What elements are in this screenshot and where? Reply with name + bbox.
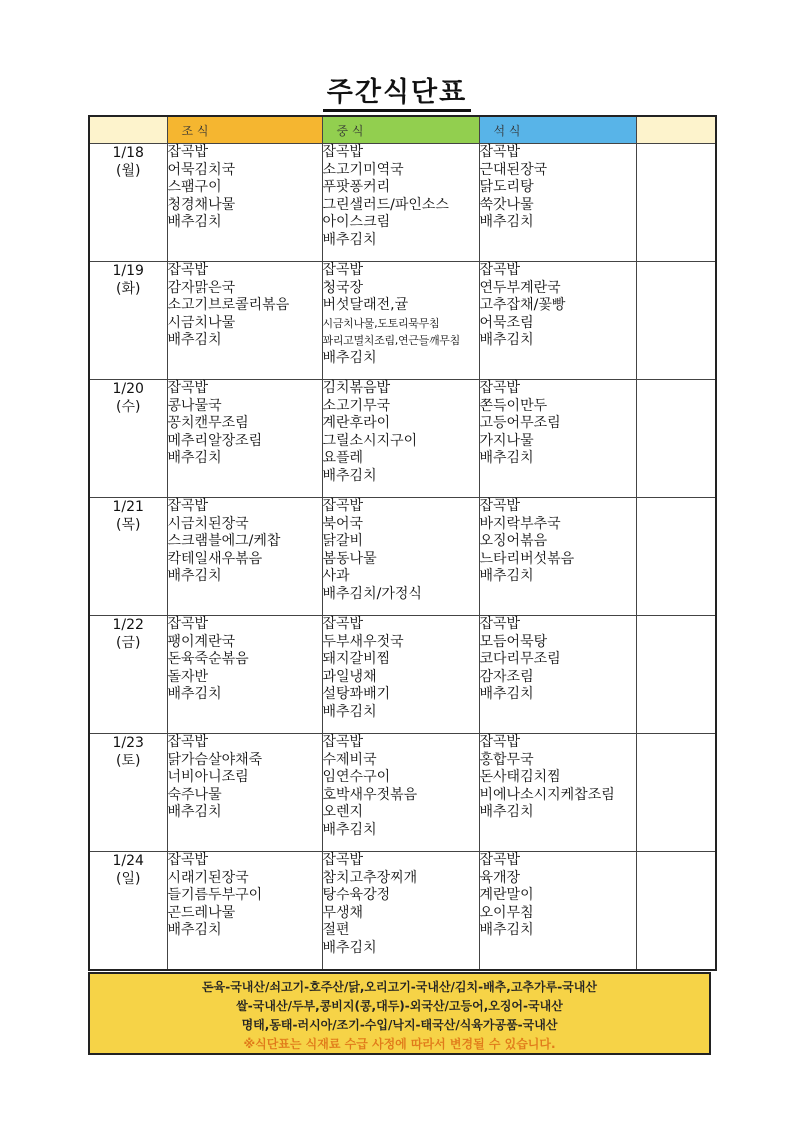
breakfast-cell	[167, 734, 322, 852]
lunch-cell	[322, 262, 479, 380]
change-notice: ※식단표는 식재료 수급 사정에 따라서 변경될 수 있습니다.	[243, 1037, 556, 1051]
dinner-item: 느타리버섯볶음	[479, 550, 575, 567]
origin-line-1: 돈육-국내산/쇠고기-호주산/닭,오리고기-국내산/김치-배추,고추가루-국내산	[202, 980, 597, 994]
dinner-item: 잡곡밥	[479, 852, 521, 868]
title-text: 주간식단표	[323, 77, 471, 112]
lunch-item: 호박새우젓볶음	[322, 786, 418, 803]
breakfast-item: 배추김치	[167, 568, 222, 584]
breakfast-item: 배추김치	[167, 450, 222, 466]
lunch-item: 꽈리고멸치조림,연근들깨무침	[322, 334, 460, 347]
extra-cell	[636, 852, 716, 971]
breakfast-cell	[167, 144, 322, 262]
extra-cell	[636, 616, 716, 734]
dinner-item: 가지나물	[479, 432, 534, 449]
lunch-item: 배추김치	[322, 231, 377, 248]
date-label: 1/24	[112, 853, 144, 869]
weekday-label: (목)	[116, 517, 141, 533]
dinner-item: 돈사태김치찜	[479, 769, 561, 785]
dinner-item: 감자조림	[479, 668, 534, 685]
breakfast-item: 칵테일새우볶음	[167, 550, 263, 567]
date-cell	[89, 262, 167, 380]
header-dinner: 석 식	[479, 116, 636, 144]
date-label: 1/23	[112, 735, 144, 751]
dinner-item: 바지락부추국	[479, 515, 561, 532]
lunch-cell	[322, 144, 479, 262]
header-date	[89, 116, 167, 144]
date-label: 1/18	[112, 145, 144, 161]
lunch-cell	[322, 380, 479, 498]
breakfast-item: 너비아니조림	[167, 769, 249, 785]
lunch-item: 그린샐러드/파인소스	[322, 196, 449, 213]
dinner-item: 잡곡밥	[479, 144, 521, 160]
header-lunch: 중 식	[322, 116, 479, 144]
breakfast-item: 시금치된장국	[167, 515, 249, 532]
breakfast-item: 소고기브로콜리볶음	[167, 297, 290, 313]
lunch-item: 요플레	[322, 450, 364, 466]
lunch-item: 배추김치	[322, 939, 377, 956]
breakfast-cell	[167, 380, 322, 498]
extra-cell	[636, 498, 716, 616]
breakfast-item: 잡곡밥	[167, 380, 209, 396]
breakfast-item: 잡곡밥	[167, 498, 209, 514]
lunch-cell	[322, 498, 479, 616]
lunch-item: 잡곡밥	[322, 734, 364, 750]
day-row	[89, 734, 716, 852]
breakfast-item: 들기름두부구이	[167, 887, 263, 903]
menu-body	[89, 144, 716, 971]
breakfast-item: 시래기된장국	[167, 869, 249, 886]
breakfast-cell	[167, 498, 322, 616]
dinner-cell	[479, 380, 636, 498]
lunch-item: 배추김치	[322, 467, 377, 484]
lunch-item: 북어국	[322, 515, 364, 532]
lunch-item: 아이스크림	[322, 214, 391, 230]
lunch-item: 잡곡밥	[322, 262, 364, 278]
date-cell	[89, 616, 167, 734]
lunch-item: 탕수육강정	[322, 887, 391, 903]
date-cell	[89, 734, 167, 852]
breakfast-item: 돈육죽순볶음	[167, 651, 249, 667]
dinner-item: 계란말이	[479, 887, 534, 903]
breakfast-item: 스팸구이	[167, 179, 222, 195]
dinner-item: 모듬어묵탕	[479, 633, 548, 650]
lunch-item: 사과	[322, 568, 350, 584]
lunch-item: 봄동나물	[322, 550, 377, 567]
breakfast-item: 잡곡밥	[167, 144, 209, 160]
lunch-item: 잡곡밥	[322, 852, 364, 868]
dinner-item: 쫀득이만두	[479, 397, 548, 414]
date-cell	[89, 498, 167, 616]
weekly-menu-table	[88, 115, 717, 971]
dinner-item: 잡곡밥	[479, 380, 521, 396]
dinner-item: 고등어무조림	[479, 415, 561, 431]
breakfast-item: 잡곡밥	[167, 262, 209, 278]
dinner-item: 비에나소시지케찹조림	[479, 786, 615, 803]
lunch-item: 수제비국	[322, 751, 377, 768]
lunch-item: 잡곡밥	[322, 616, 364, 632]
dinner-item: 육개장	[479, 869, 521, 886]
weekday-label: (화)	[116, 281, 141, 297]
dinner-cell	[479, 734, 636, 852]
breakfast-item: 곤드레나물	[167, 904, 236, 921]
dinner-item: 잡곡밥	[479, 616, 521, 632]
dinner-cell	[479, 616, 636, 734]
lunch-item: 배추김치/가정식	[322, 585, 422, 602]
breakfast-item: 배추김치	[167, 922, 222, 938]
lunch-item: 무생채	[322, 904, 364, 921]
day-row	[89, 380, 716, 498]
dinner-item: 쑥갓나물	[479, 196, 534, 213]
date-cell	[89, 380, 167, 498]
lunch-item: 시금치나물,도토리묵무침	[322, 316, 440, 330]
header-row	[89, 116, 716, 144]
weekday-label: (일)	[116, 871, 141, 887]
dinner-item: 잡곡밥	[479, 734, 521, 750]
lunch-item: 계란후라이	[322, 415, 391, 431]
breakfast-item: 배추김치	[167, 804, 222, 820]
dinner-item: 고추잡채/꽃빵	[479, 297, 566, 313]
breakfast-item: 배추김치	[167, 686, 222, 702]
origin-notice	[88, 972, 711, 1055]
date-cell	[89, 852, 167, 971]
day-row	[89, 262, 716, 380]
dinner-item: 오징어볶음	[479, 533, 548, 549]
weekday-label: (토)	[116, 753, 141, 769]
lunch-item: 그릴소시지구이	[322, 432, 418, 449]
day-row	[89, 144, 716, 262]
breakfast-item: 잡곡밥	[167, 852, 209, 868]
lunch-item: 돼지갈비찜	[322, 651, 391, 667]
dinner-item: 배추김치	[479, 804, 534, 820]
day-row	[89, 852, 716, 971]
origin-line-2: 쌀-국내산/두부,콩비지(콩,대두)-외국산/고등어,오징어-국내산	[236, 999, 563, 1013]
breakfast-item: 꽁치캔무조림	[167, 415, 249, 431]
extra-cell	[636, 262, 716, 380]
breakfast-cell	[167, 616, 322, 734]
date-label: 1/20	[112, 381, 144, 397]
breakfast-item: 숙주나물	[167, 786, 222, 803]
lunch-item: 잡곡밥	[322, 144, 364, 160]
lunch-item: 과일냉채	[322, 668, 377, 685]
lunch-item: 배추김치	[322, 821, 377, 838]
dinner-item: 연두부계란국	[479, 279, 561, 296]
dinner-item: 배추김치	[479, 686, 534, 702]
dinner-item: 배추김치	[479, 214, 534, 230]
breakfast-item: 배추김치	[167, 214, 222, 230]
dinner-item: 잡곡밥	[479, 498, 521, 514]
lunch-item: 배추김치	[322, 703, 377, 720]
breakfast-item: 잡곡밥	[167, 734, 209, 750]
dinner-item: 배추김치	[479, 568, 534, 584]
breakfast-item: 돌자반	[167, 668, 209, 685]
breakfast-item: 콩나물국	[167, 397, 222, 414]
lunch-item: 푸팟퐁커리	[322, 179, 391, 195]
dinner-item: 배추김치	[479, 450, 534, 466]
extra-cell	[636, 144, 716, 262]
date-cell	[89, 144, 167, 262]
date-label: 1/21	[112, 499, 144, 515]
lunch-cell	[322, 616, 479, 734]
breakfast-cell	[167, 262, 322, 380]
breakfast-item: 배추김치	[167, 332, 222, 348]
lunch-item: 청국장	[322, 279, 364, 296]
date-label: 1/19	[112, 263, 144, 279]
extra-cell	[636, 734, 716, 852]
dinner-item: 배추김치	[479, 332, 534, 348]
extra-cell	[636, 380, 716, 498]
lunch-cell	[322, 734, 479, 852]
lunch-item: 참치고추장찌개	[322, 869, 418, 886]
page-title	[0, 70, 794, 109]
breakfast-item: 메추리알장조림	[167, 432, 263, 449]
lunch-item: 설탕꽈배기	[322, 686, 391, 702]
lunch-item: 김치볶음밥	[322, 380, 391, 396]
dinner-item: 어묵조림	[479, 314, 534, 331]
weekday-label: (수)	[116, 399, 141, 415]
dinner-item: 잡곡밥	[479, 262, 521, 278]
breakfast-item: 감자맑은국	[167, 279, 236, 296]
header-breakfast: 조 식	[167, 116, 322, 144]
dinner-item: 닭도리탕	[479, 179, 534, 195]
lunch-item: 두부새우젓국	[322, 633, 404, 650]
weekday-label: (월)	[116, 163, 141, 179]
day-row	[89, 616, 716, 734]
breakfast-item: 청경채나물	[167, 196, 236, 213]
lunch-item: 절편	[322, 922, 350, 938]
header-extra	[636, 116, 716, 144]
breakfast-item: 어묵김치국	[167, 161, 236, 178]
lunch-item: 배추김치	[322, 349, 377, 366]
lunch-item: 잡곡밥	[322, 498, 364, 514]
lunch-cell	[322, 852, 479, 971]
lunch-item: 소고기미역국	[322, 161, 404, 178]
dinner-item: 코다리무조림	[479, 651, 561, 667]
origin-line-3: 명태,동태-러시아/조기-수입/낙지-태국산/식육가공품-국내산	[241, 1018, 558, 1032]
breakfast-item: 시금치나물	[167, 314, 236, 331]
lunch-item: 소고기무국	[322, 397, 391, 414]
breakfast-item: 닭가슴살야채죽	[167, 751, 263, 768]
lunch-item: 임연수구이	[322, 769, 391, 785]
weekday-label: (금)	[116, 635, 141, 651]
lunch-item: 닭갈비	[322, 533, 364, 549]
breakfast-item: 팽이계란국	[167, 633, 236, 650]
dinner-cell	[479, 852, 636, 971]
dinner-item: 배추김치	[479, 922, 534, 938]
date-label: 1/22	[112, 617, 144, 633]
dinner-cell	[479, 262, 636, 380]
dinner-cell	[479, 498, 636, 616]
lunch-item: 버섯달래전,귤	[322, 297, 409, 313]
dinner-cell	[479, 144, 636, 262]
dinner-item: 오이무침	[479, 904, 534, 921]
breakfast-item: 스크램블에그/케찹	[167, 533, 281, 549]
day-row	[89, 498, 716, 616]
breakfast-cell	[167, 852, 322, 971]
lunch-item: 오렌지	[322, 804, 364, 820]
dinner-item: 홍합무국	[479, 751, 534, 768]
dinner-item: 근대된장국	[479, 161, 548, 178]
breakfast-item: 잡곡밥	[167, 616, 209, 632]
